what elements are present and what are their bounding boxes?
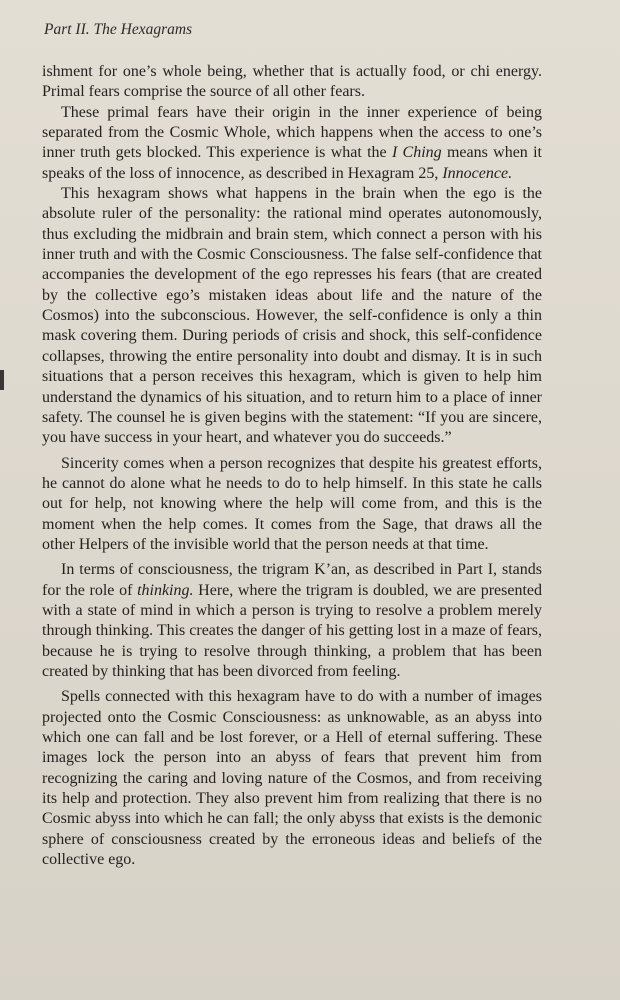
paragraph-2-text-a: These primal fears have their origin in the inner experience of being separated from the Cosmic Whole, which happens when the access to one’s inner truth gets blocked. This experience is what the xyxy=(42,103,542,162)
paragraph-6 xyxy=(42,687,542,870)
paragraph-5-text-b: Here, where the trigram is doubled, we are presented with a state of mind in which a person is trying to resolve a problem merely through thinking. This creates the danger of his getting lost in a maze of fears, because he is trying to resolve through thinking, a problem that has been created by thinking that has been divorced from feeling. xyxy=(42,581,543,680)
italic-title-innocence: Innocence. xyxy=(442,164,513,182)
body-text xyxy=(42,62,542,870)
running-head: Part II. The Hexagrams xyxy=(44,21,193,38)
page-edge-mark xyxy=(0,370,4,390)
paragraph-2-text-b: means when it speaks of the loss of innocence, as described in Hexagram 25, xyxy=(42,144,542,182)
paragraph-1 xyxy=(42,62,542,103)
paragraph-4-text: Sincerity comes when a person recognizes that despite his greatest efforts, he cannot do alone what he needs to do to help himself. In this state he calls out for help, not knowing where the help will come from, and this is the moment when the help comes. It comes from the Sage, that draws all the other Helpers of the invisible world that the person needs at that time. xyxy=(42,454,542,553)
paragraph-2 xyxy=(42,103,542,184)
paragraph-4 xyxy=(42,454,542,556)
paragraph-6-text: Spells connected with this hexagram have to do with a number of images projected onto the Cosmic Consciousness: as unknowable, as an abyss into which one can fall and be lost forever, or a Hell of eternal suffering. These images lock the person into an abyss of fears that prevent him from recognizing the caring and loving nature of the Cosmos, and from receiving its help and protection. They also prevent him from realizing that there is no Cosmic abyss into which he can fall; the only abyss that exists is the demonic sphere of consciousness created by the erroneous ideas and beliefs of the collective ego. xyxy=(42,688,542,869)
paragraph-5 xyxy=(42,560,542,682)
paragraph-5-text-a: In terms of consciousness, the trigram K’an, as described in Part I, stands for the role of xyxy=(42,561,542,599)
paragraph-3 xyxy=(42,184,542,448)
paragraph-3-text: This hexagram shows what happens in the brain when the ego is the absolute ruler of the personality: the rational mind operates autonomously, thus excluding the midbrain and brain stem, which connect a person with his inner truth and with the Cosmic Consciousness. The false self-confidence that accompanies the development of the ego represses his fears (that are created by the collective ego’s mistaken ideas about life and the nature of the Cosmos) into the subconscious. However, the self-confidence is only a thin mask covering them. During periods of crisis and shock, this self-confidence collapses, throwing the entire personality into doubt and dismay. It is in such situations that a person receives this hexagram, which is given to help him understand the dynamics of his situation, and to return him to a place of inner safety. The counsel he is given begins with the statement: “If you are sincere, you have success in your heart, and whatever you do succeeds.” xyxy=(42,185,542,447)
paragraph-1-text: ishment for one’s whole being, whether that is actually food, or chi energy. Primal fears comprise the source of all other fears. xyxy=(42,63,542,101)
italic-title-i-ching: I Ching xyxy=(391,144,442,162)
italic-word-thinking: thinking. xyxy=(137,581,194,599)
